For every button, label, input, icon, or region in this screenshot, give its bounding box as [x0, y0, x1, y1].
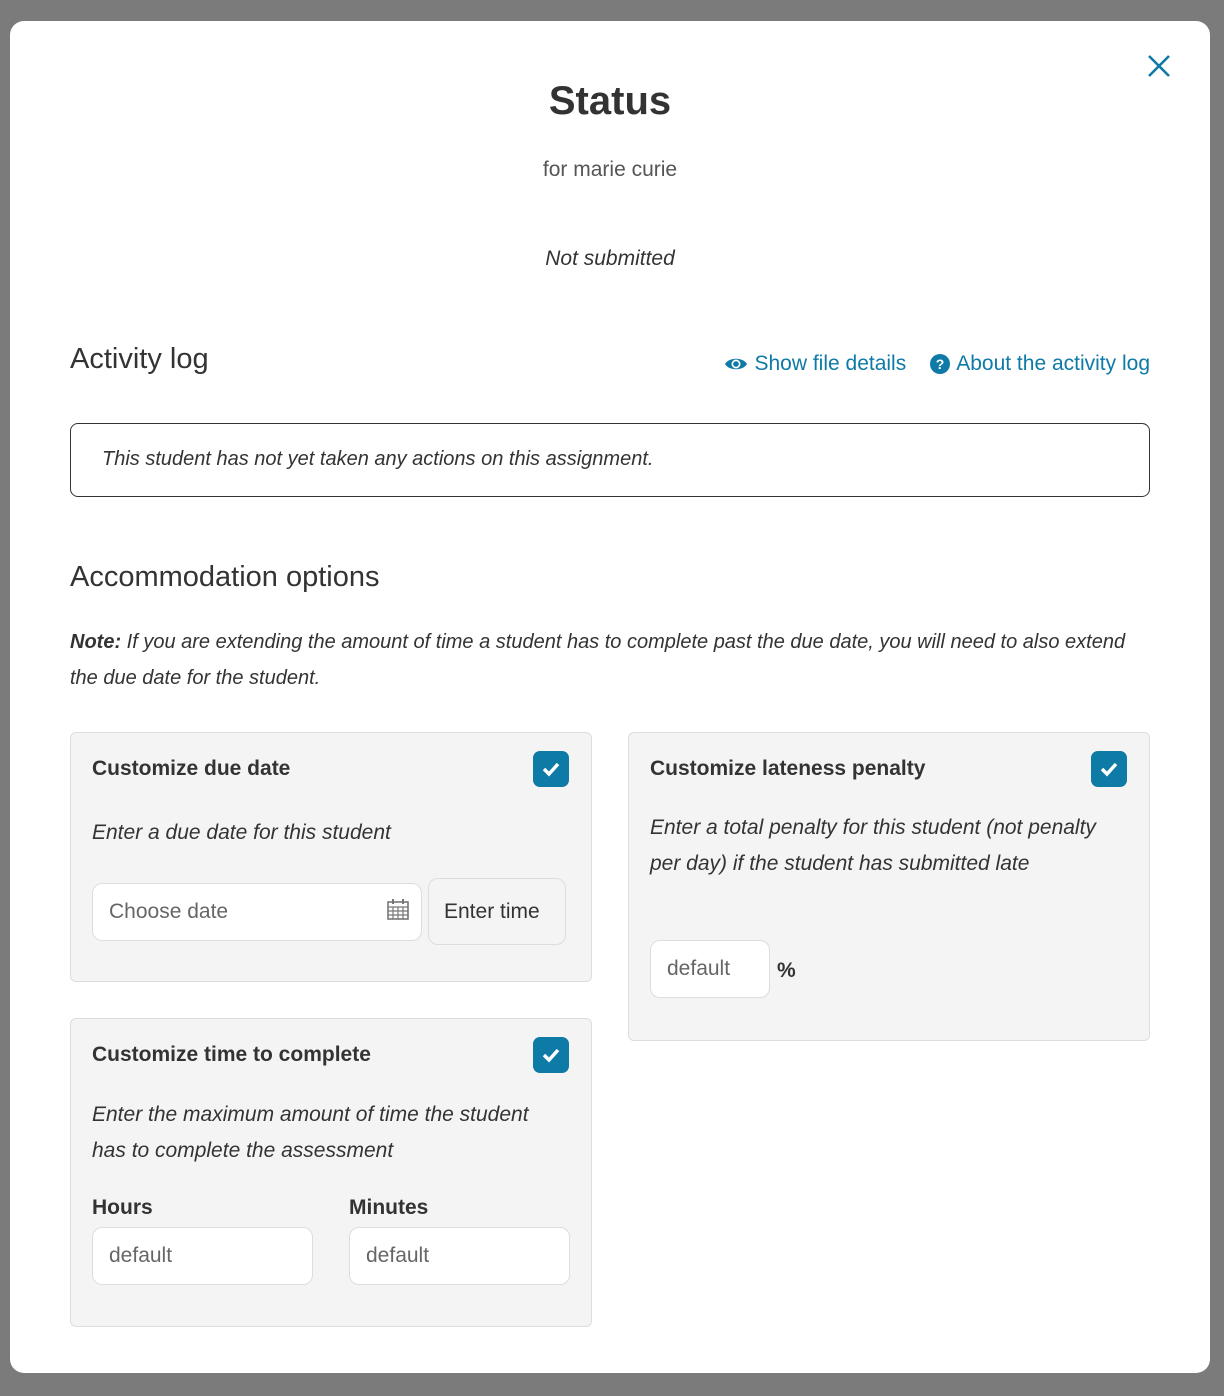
- activity-log-box: This student has not yet taken any actions on this assignment.: [70, 423, 1150, 497]
- note-text: If you are extending the amount of time a student has to complete past the due date, you will need to also extend the due date for the student.: [70, 631, 1126, 689]
- hours-input[interactable]: [92, 1227, 313, 1285]
- show-file-details-link[interactable]: [724, 352, 906, 376]
- hours-placeholder: default: [109, 1244, 173, 1267]
- penalty-placeholder: default: [667, 957, 731, 980]
- lateness-penalty-card: [628, 732, 1150, 1041]
- due-date-checkbox[interactable]: [533, 751, 569, 787]
- calendar-icon[interactable]: [387, 898, 409, 920]
- due-date-title: Customize due date: [92, 757, 291, 780]
- due-date-description: Enter a due date for this student: [92, 821, 391, 844]
- penalty-input[interactable]: [650, 940, 770, 998]
- checkmark-icon: [541, 1047, 561, 1063]
- date-input[interactable]: [92, 883, 422, 941]
- time-description: Enter the maximum amount of time the student has to complete the assessment: [92, 1103, 529, 1162]
- checkmark-icon: [541, 761, 561, 777]
- penalty-description: Enter a total penalty for this student (not penalty per day) if the student has submitted late: [650, 816, 1096, 875]
- enter-time-button[interactable]: [428, 878, 566, 945]
- eye-icon: [724, 356, 748, 372]
- percent-unit: %: [777, 959, 796, 982]
- close-icon: [1144, 51, 1174, 81]
- show-file-details-label: Show file details: [754, 352, 907, 375]
- close-button[interactable]: [1144, 51, 1174, 81]
- time-title: Customize time to complete: [92, 1043, 371, 1066]
- accommodation-heading: Accommodation options: [70, 561, 380, 593]
- minutes-placeholder: default: [366, 1244, 430, 1267]
- student-name: for marie curie: [542, 158, 678, 181]
- activity-log-heading: Activity log: [70, 343, 209, 375]
- about-activity-log-label: About the activity log: [956, 352, 1150, 375]
- minutes-label: Minutes: [349, 1196, 429, 1219]
- date-placeholder: Choose date: [109, 900, 229, 923]
- due-date-card: [70, 732, 592, 982]
- accommodation-note: [70, 624, 1155, 696]
- modal-title: Status: [548, 79, 672, 123]
- note-label: Note:: [70, 631, 122, 653]
- submission-status: Not submitted: [545, 247, 675, 270]
- time-checkbox[interactable]: [533, 1037, 569, 1073]
- svg-text:?: ?: [935, 356, 945, 372]
- time-to-complete-card: [70, 1018, 592, 1327]
- status-modal: [10, 21, 1210, 1373]
- enter-time-label: Enter time: [444, 899, 540, 923]
- minutes-input[interactable]: [349, 1227, 570, 1285]
- about-activity-log-link[interactable]: [930, 352, 1150, 376]
- checkmark-icon: [1099, 761, 1119, 777]
- hours-label: Hours: [92, 1196, 153, 1219]
- question-circle-icon: [930, 354, 950, 374]
- penalty-title: Customize lateness penalty: [650, 757, 926, 780]
- penalty-checkbox[interactable]: [1091, 751, 1127, 787]
